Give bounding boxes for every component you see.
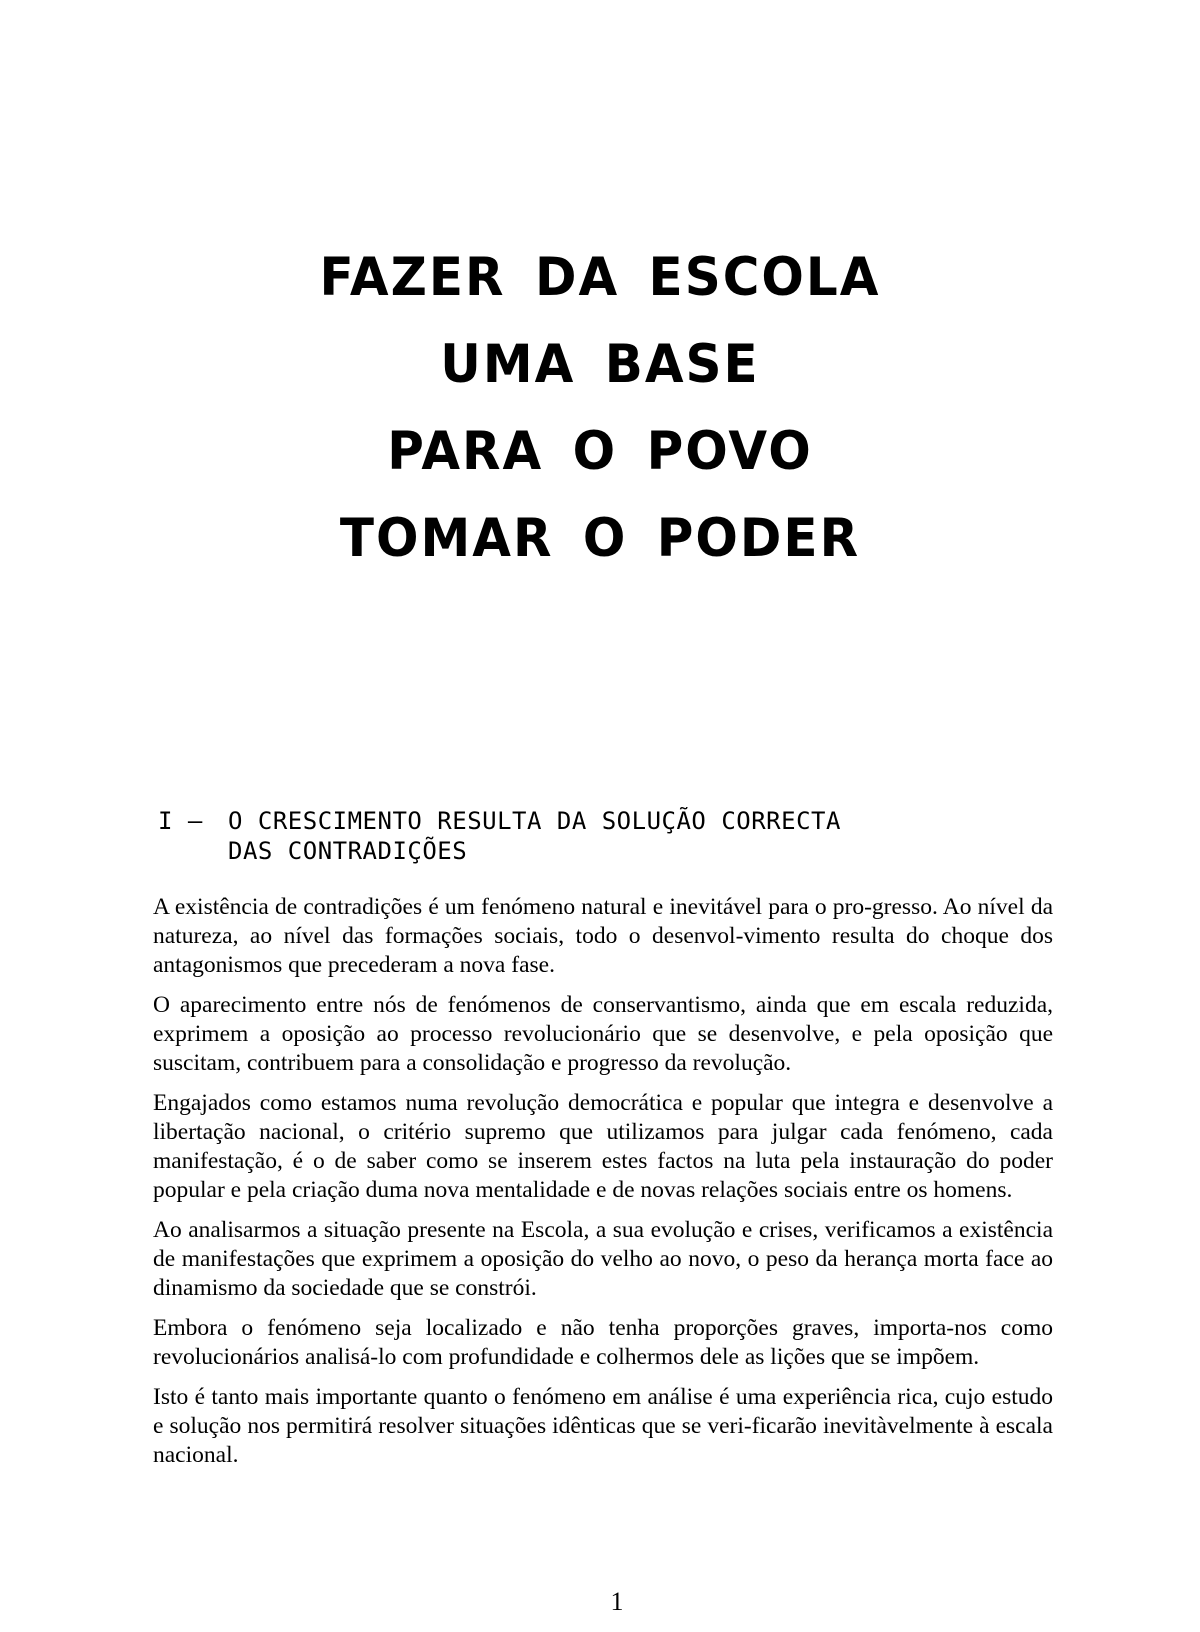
title-line-3: PARA O POVO — [387, 420, 813, 482]
paragraph: Engajados como estamos numa revolução democrática e popular que integra e desenvolve a libertação nacional, o critério supremo que utilizamos para julgar cada fenómeno, cada manifestação, é o de saber como se inserem estes factos na luta pela instauração do poder popular e pela criação duma nova mentalidade e de novas relações sociais entre os homens. — [153, 1090, 1053, 1203]
paragraph: Ao analisarmos a situação presente na Escola, a sua evolução e crises, verificamos a existência de manifestações que exprimem a oposição do velho ao novo, o peso da herança morta face ao dinamismo da sociedade que se constrói. — [153, 1217, 1053, 1301]
document-title — [0, 248, 1200, 596]
paragraph: Isto é tanto mais importante quanto o fenómeno em análise é uma experiência rica, cujo estudo e solução nos permitirá resolver situações idênticas que se veri-ficarão inevitàvelmente à escala nacional. — [153, 1384, 1053, 1468]
title-line-2: UMA BASE — [440, 333, 760, 395]
paragraph: O aparecimento entre nós de fenómenos de conservantismo, ainda que em escala reduzida, exprimem a oposição ao processo revolucionário que se desenvolve, e pela oposição que suscitam, contribuem para a consolidação e progresso da revolução. — [153, 992, 1053, 1076]
title-line-1: FAZER DA ESCOLA — [319, 246, 881, 308]
body-text — [153, 893, 1053, 1481]
section-number: I – — [158, 807, 203, 835]
paragraph: A existência de contradições é um fenómeno natural e inevitável para o pro-gresso. Ao nível da natureza, ao nível das formações sociais, todo o desenvol-vimento resulta do choque dos antagonismos que precederam a nova fase. — [153, 894, 1053, 978]
section-heading — [158, 806, 841, 866]
section-heading-line-1: O CRESCIMENTO RESULTA DA SOLUÇÃO CORRECTA — [228, 807, 841, 835]
page-number: 1 — [610, 1587, 624, 1616]
title-line-4: TOMAR O PODER — [339, 507, 861, 569]
section-heading-line-2: DAS CONTRADIÇÕES — [228, 837, 468, 865]
paragraph: Embora o fenómeno seja localizado e não tenha proporções graves, importa-nos como revolucionários analisá-lo com profundidade e colhermos dele as lições que se impõem. — [153, 1315, 1053, 1370]
